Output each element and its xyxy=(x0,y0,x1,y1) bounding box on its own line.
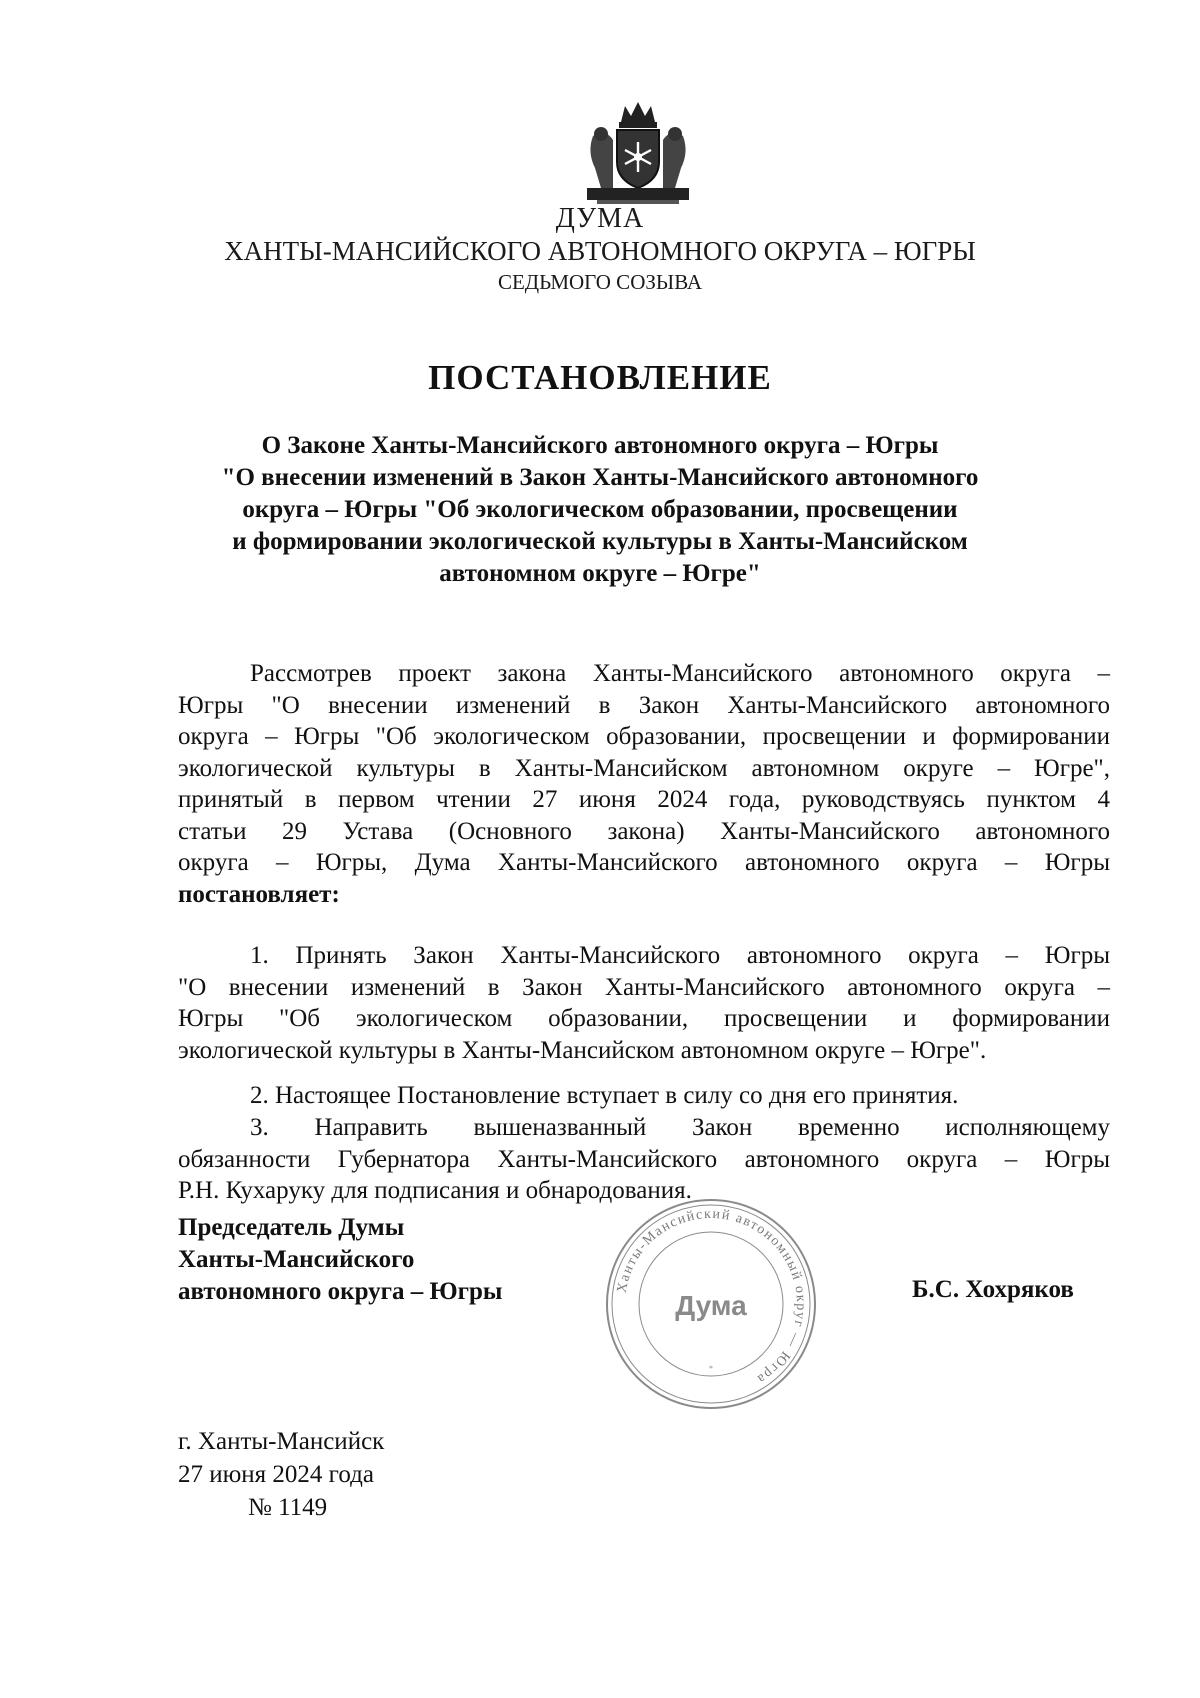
official-seal xyxy=(602,1195,820,1413)
document-subject xyxy=(150,430,1050,590)
subject-line: округа – Югры "Об экологическом образовании, просвещении xyxy=(242,496,958,523)
coat-of-arms-icon xyxy=(583,100,693,205)
preamble-line: округа – Югры, Дума Ханты-Мансийского автономного округа – Югры xyxy=(178,849,1110,876)
preamble-line: Югры "О внесении изменений в Закон Ханты-Мансийского автономного xyxy=(178,691,1110,719)
signer-position xyxy=(178,1212,502,1308)
item-1-line: Югры "Об экологическом образовании, просвещении и формировании xyxy=(178,1005,1110,1032)
decision-word: постановляет: xyxy=(178,880,340,908)
subject-line: и формировании экологической культуры в Ханты-Мансийском xyxy=(232,528,968,555)
org-name: ДУМА xyxy=(555,203,645,234)
svg-text:*: * xyxy=(709,1364,713,1373)
signer-name: Б.С. Хохряков xyxy=(912,1276,1074,1303)
place-date-number xyxy=(178,1425,384,1524)
item-1-paragraph xyxy=(178,940,1110,1066)
date: 27 июня 2024 года xyxy=(178,1461,374,1488)
item-3-line: обязанности Губернатора Ханты-Мансийского автономного округа – Югры xyxy=(178,1145,1110,1173)
document-number: № 1149 xyxy=(248,1494,328,1521)
item-1-line: "О внесении изменений в Закон Ханты-Мансийского автономного округа – xyxy=(178,973,1110,1001)
signer-position-line: автономного округа – Югры xyxy=(178,1278,503,1305)
seal-center-text: Дума xyxy=(675,1290,747,1321)
preamble-line: Рассмотрев проект закона Ханты-Мансийского автономного округа – xyxy=(250,660,1110,687)
preamble-line: экологической культуры в Ханты-Мансийском автономном округе – Югре", xyxy=(178,754,1110,782)
item-1-line: 1. Принять Закон Ханты-Мансийского автономного округа – Югры xyxy=(250,942,1110,969)
item-2-paragraph xyxy=(178,1080,1110,1112)
preamble-line: принятый в первом чтении 27 июня 2024 года, руководствуясь пунктом 4 xyxy=(178,786,1110,813)
subject-line: О Законе Ханты-Мансийского автономного округа – Югры xyxy=(261,432,939,459)
subject-line: автономном округе – Югре" xyxy=(439,560,761,587)
preamble-paragraph xyxy=(178,658,1110,910)
okrug-name: ХАНТЫ-МАНСИЙСКОГО АВТОНОМНОГО ОКРУГА – ЮГРЫ xyxy=(224,236,976,266)
signer-position-line: Ханты-Мансийского xyxy=(178,1246,415,1273)
item-3-paragraph xyxy=(178,1112,1110,1207)
item-3-line: Р.Н. Кухаруку для подписания и обнародования. xyxy=(178,1177,692,1204)
convocation: СЕДЬМОГО СОЗЫВА xyxy=(497,270,703,294)
signer-position-line: Председатель Думы xyxy=(178,1214,405,1241)
city: г. Ханты-Мансийск xyxy=(178,1428,385,1455)
item-2-line: 2. Настоящее Постановление вступает в силу со дня его принятия. xyxy=(250,1082,959,1109)
item-3-line: 3. Направить вышеназванный Закон временно исполняющему xyxy=(250,1114,1110,1141)
subject-line: "О внесении изменений в Закон Ханты-Мансийского автономного xyxy=(221,464,979,491)
item-1-line: экологической культуры в Ханты-Мансийском автономном округе – Югре". xyxy=(178,1036,987,1064)
seal-ring-text: Ханты-Мансийский автономный округ — Югра xyxy=(614,1206,809,1387)
document-type-title: ПОСТАНОВЛЕНИЕ xyxy=(428,358,772,397)
preamble-line: округа – Югры "Об экологическом образовании, просвещении и формировании xyxy=(178,723,1110,750)
preamble-line: статьи 29 Устава (Основного закона) Ханты-Мансийского автономного xyxy=(178,817,1110,845)
